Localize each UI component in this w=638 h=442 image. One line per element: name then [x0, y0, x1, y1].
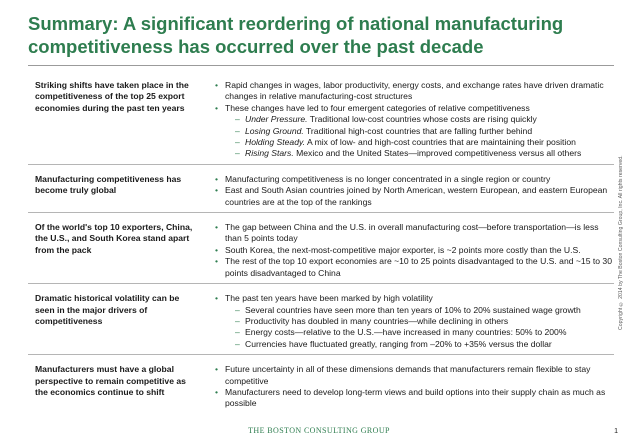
- category-name: Rising Stars.: [245, 148, 294, 159]
- row-bullets: [193, 222, 614, 279]
- bullet-item: • The gap between China and the U.S. in overall manufacturing cost—before transportation—is less than 5 points today: [215, 222, 614, 245]
- bullet-item: • The past ten years have been marked by high volatility: [215, 293, 614, 304]
- sub-bullet-item: [215, 148, 614, 159]
- sub-bullet-text: Traditional low-cost countries whose costs are rising quickly: [307, 114, 537, 125]
- sub-bullet-item: [215, 126, 614, 137]
- page-number: 1: [614, 428, 618, 435]
- bullet-item: • East and South Asian countries joined by North American, western European, and eastern European countries are at the top of the rankings: [215, 185, 614, 208]
- summary-row: [28, 174, 614, 213]
- bullet-item: • Manufacturing competitiveness is no longer concentrated in a single region or country: [215, 174, 614, 185]
- row-heading: Of the world's top 10 exporters, China, the U.S., and South Korea stand apart from the pack: [35, 222, 193, 255]
- sub-bullet-text: Currencies have fluctuated greatly, ranging from –20% to +35% versus the dollar: [245, 338, 552, 349]
- sub-bullet-text: Energy costs—relative to the U.S.—have increased in many countries: 50% to 200%: [245, 327, 567, 338]
- bullet-item: • Rapid changes in wages, labor productivity, energy costs, and exchange rates have driven dramatic changes in relative manufacturing-cost structures: [215, 80, 614, 103]
- sub-bullet-text: Several countries have seen more than ten years of 10% to 20% sustained wage growth: [245, 304, 581, 315]
- sub-bullet-item: [215, 137, 614, 148]
- summary-row: [28, 80, 614, 165]
- bullet-item: • Manufacturers need to develop long-term views and build options into their supply chain as much as possible: [215, 387, 614, 410]
- summary-row: [28, 222, 614, 284]
- sub-bullet-item: [215, 114, 614, 125]
- bcg-logo: THE BOSTON CONSULTING GROUP: [248, 426, 390, 435]
- sub-bullet-text: Traditional high-cost countries that are falling further behind: [303, 125, 533, 136]
- sub-bullet-item: [215, 316, 614, 327]
- sub-bullet-item: [215, 327, 614, 338]
- summary-rows: [28, 80, 614, 423]
- sub-bullet-text: Mexico and the United States—improved competitiveness versus all others: [293, 148, 582, 159]
- sub-bullet-item: [215, 339, 614, 350]
- category-name: Holding Steady.: [245, 137, 306, 148]
- summary-row: [28, 293, 614, 355]
- row-bullets: [193, 174, 614, 208]
- bullet-item: • The rest of the top 10 export economies are ~10 to 25 points disadvantaged to the U.S. and ~15 to 30 points disadvantaged to China: [215, 256, 614, 279]
- page-title: Summary: A significant reordering of national manufacturing competitiveness has occurred over the past decade: [28, 13, 564, 57]
- row-heading: Manufacturers must have a global perspective to remain competitive as the economics continue to shift: [35, 364, 186, 397]
- sub-bullet-text: A mix of low- and high-cost countries that are maintaining their position: [305, 137, 576, 148]
- bullet-item: • Future uncertainty in all of these dimensions demands that manufacturers remain flexible to stay competitive: [215, 364, 614, 387]
- row-heading: Dramatic historical volatility can be seen in the major drivers of competitiveness: [35, 293, 180, 326]
- row-bullets: [193, 80, 614, 160]
- sub-bullet-item: [215, 305, 614, 316]
- category-name: Under Pressure.: [245, 114, 308, 125]
- category-name: Losing Ground.: [245, 125, 304, 136]
- row-heading: Manufacturing competitiveness has become truly global: [35, 173, 182, 196]
- summary-row: [28, 364, 614, 414]
- sub-bullet-text: Productivity has doubled in many countries—while declining in others: [245, 315, 509, 326]
- row-bullets: [193, 293, 614, 350]
- bullet-item: • These changes have led to four emergent categories of relative competitiveness: [215, 103, 614, 114]
- row-heading: Striking shifts have taken place in the competitiveness of the top 25 export economies during the past ten years: [35, 80, 189, 113]
- title-divider: [28, 65, 614, 66]
- row-bullets: [193, 364, 614, 410]
- bullet-item: • South Korea, the next-most-competitive major exporter, is ~2 points more costly than the U.S.: [215, 245, 614, 256]
- copyright-notice: Copyright © 2014 by The Boston Consulting Group, Inc. All rights reserved.: [618, 155, 624, 330]
